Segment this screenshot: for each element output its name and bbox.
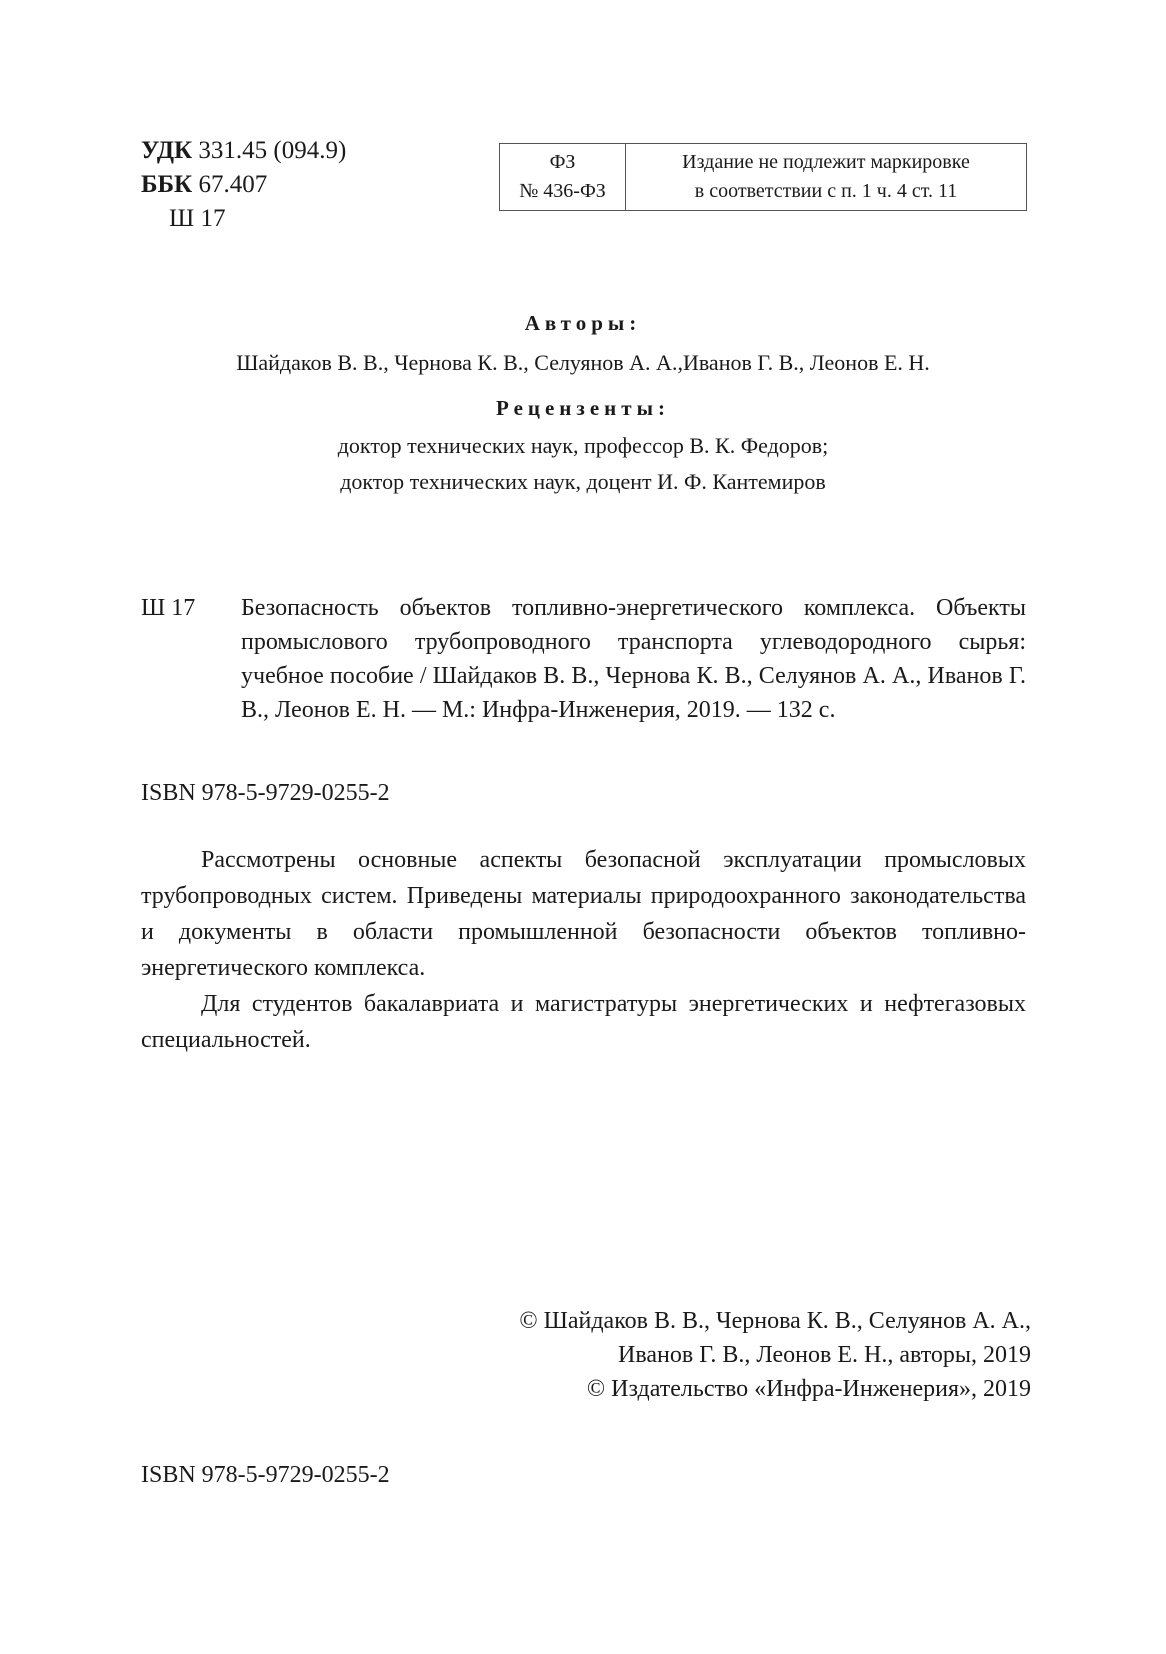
bibliographic-record xyxy=(141,591,1026,727)
udk-label: УДК xyxy=(141,137,193,164)
authors-heading: Авторы: xyxy=(524,311,642,335)
reviewer-1: доктор технических наук, профессор В. К. Федоров; xyxy=(337,433,829,458)
reviewers-section xyxy=(0,390,1166,500)
reviewer-2: доктор технических наук, доцент И. Ф. Кантемиров xyxy=(340,469,826,494)
copyright-line-1: © Шайдаков В. В., Чернова К. В., Селуянов А. А., xyxy=(519,1308,1031,1334)
copyright-line-3: © Издательство «Инфра-Инженерия», 2019 xyxy=(586,1376,1031,1402)
fz-label: ФЗ xyxy=(549,151,576,173)
fz-note-line1: Издание не подлежит маркировке xyxy=(682,151,970,173)
reviewers-heading: Рецензенты: xyxy=(496,396,670,420)
authors-names: Шайдаков В. В., Чернова К. В., Селуянов А. А.,Иванов Г. В., Леонов Е. Н. xyxy=(236,350,930,375)
annotation-paragraph-1: Рассмотрены основные аспекты безопасной эксплуатации промысловых трубопроводных систем. Приведены материалы природоохранного законодательства и документы в области промышленной безопасности объектов топливно-энергетического комплекса. xyxy=(141,847,1026,981)
udk-line xyxy=(141,134,346,168)
fz-law-cell xyxy=(500,144,626,210)
bbk-value: 67.407 xyxy=(198,171,268,198)
bbk-label: ББК xyxy=(141,171,193,198)
author-sign: Ш 17 xyxy=(169,205,226,232)
authors-section xyxy=(0,303,1166,383)
fz-marking-box xyxy=(499,143,1027,211)
classification-codes xyxy=(141,134,346,236)
copyright-line-2: Иванов Г. В., Леонов Е. Н., авторы, 2019 xyxy=(618,1342,1031,1368)
isbn-top: ISBN 978-5-9729-0255-2 xyxy=(141,780,390,806)
isbn-bottom: ISBN 978-5-9729-0255-2 xyxy=(141,1462,390,1488)
fz-number: № 436-ФЗ xyxy=(519,180,606,202)
udk-value: 331.45 (094.9) xyxy=(198,137,347,164)
fz-note-line2: в соответствии с п. 1 ч. 4 ст. 11 xyxy=(694,180,958,202)
fz-note-cell xyxy=(626,144,1026,210)
annotation-paragraph-2: Для студентов бакалавриата и магистратуры энергетических и нефтегазовых специальностей. xyxy=(141,991,1026,1053)
bbk-line xyxy=(141,168,346,202)
biblio-code: Ш 17 xyxy=(141,595,196,621)
copyright-block xyxy=(519,1304,1031,1406)
biblio-text: Безопасность объектов топливно-энергетического комплекса. Объекты промыслового трубопроводного транспорта углеводородного сырья: учебное пособие / Шайдаков В. В., Чернова К. В., Селуянов А. А., Иванов Г. В., Леонов Е. Н. — М.: Инфра-Инженерия, 2019. — 132 с. xyxy=(241,595,1026,723)
annotation xyxy=(141,842,1026,1058)
